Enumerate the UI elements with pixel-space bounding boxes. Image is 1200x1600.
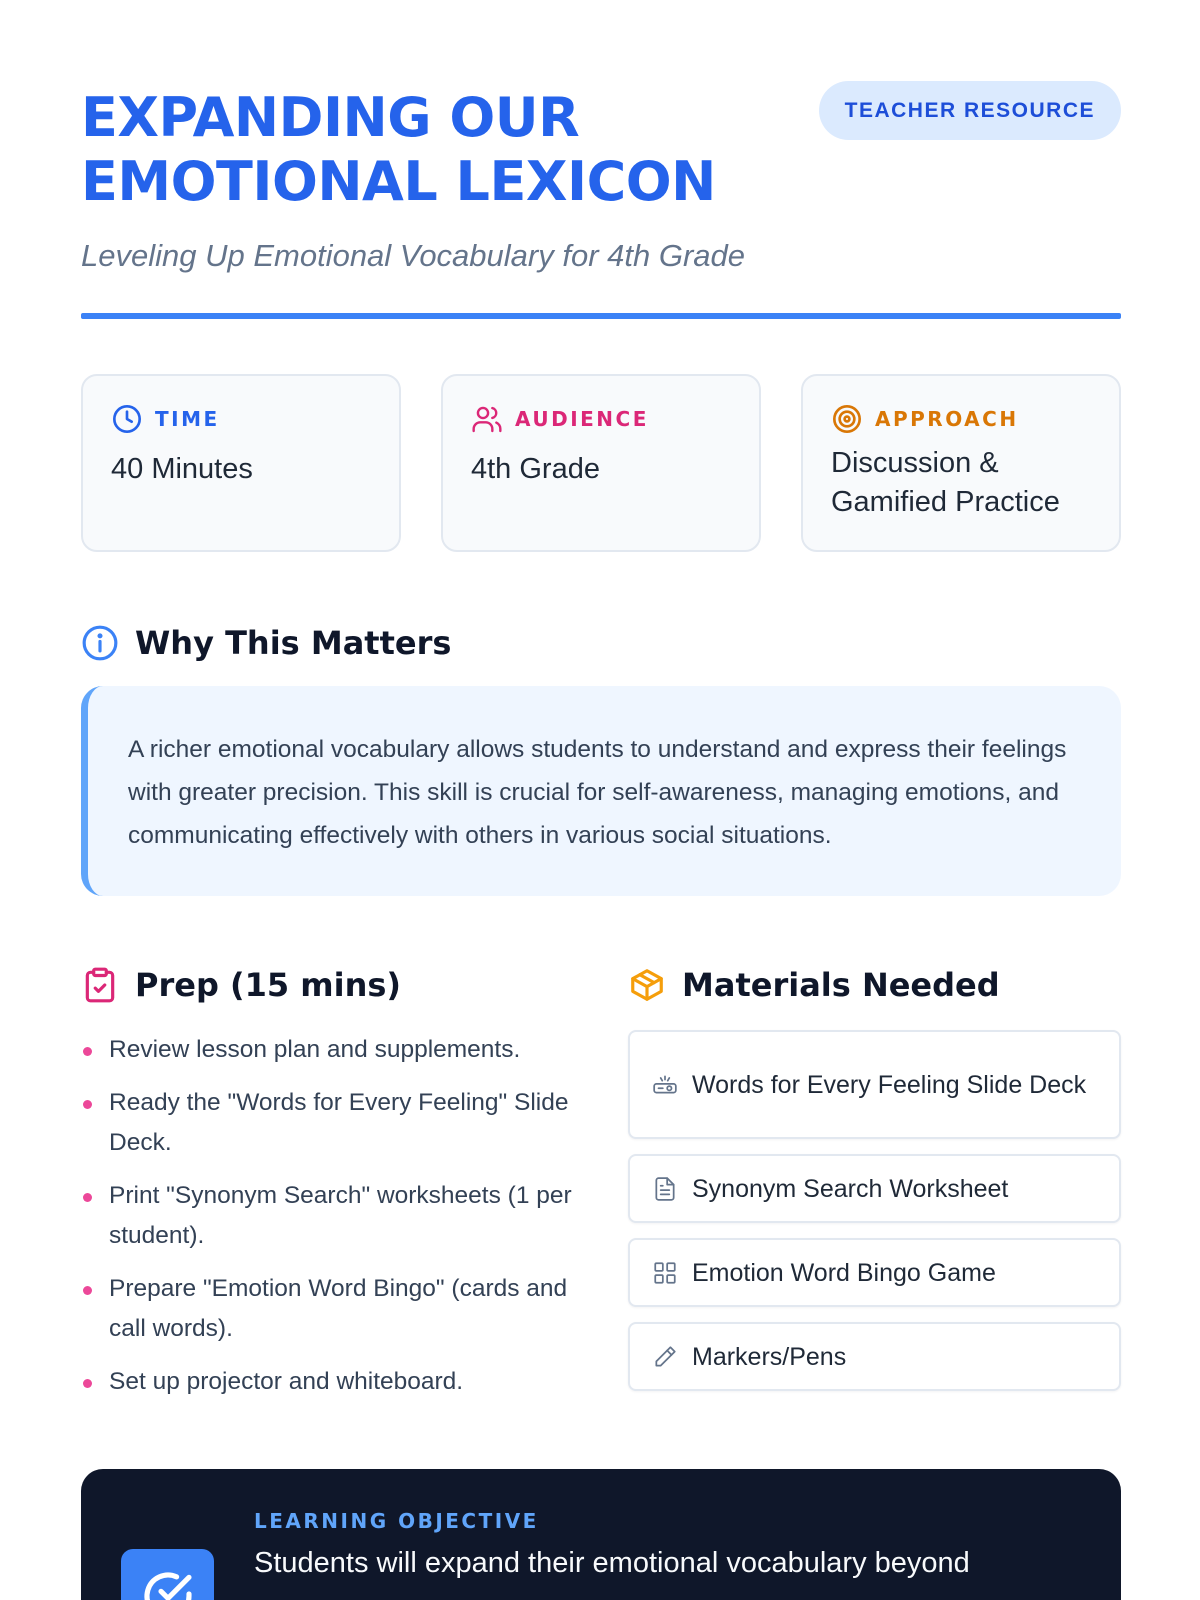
material-label: Synonym Search Worksheet xyxy=(692,1174,1009,1203)
prep-item: Prepare "Emotion Word Bingo" (cards and call words). xyxy=(81,1269,581,1349)
materials-section xyxy=(628,966,1121,1406)
lesson-page xyxy=(81,0,1121,1579)
page-header xyxy=(81,0,1121,322)
page-title: EXPANDING OUR EMOTIONAL LEXICON xyxy=(81,86,716,213)
prep-section xyxy=(81,966,581,1415)
time-label: TIME xyxy=(155,407,220,431)
teacher-resource-badge: TEACHER RESOURCE xyxy=(819,81,1121,140)
approach-value: Discussion & Gamified Practice xyxy=(831,447,1060,518)
why-heading xyxy=(81,624,451,662)
check-badge-icon xyxy=(140,1568,196,1600)
materials-title: Materials Needed xyxy=(682,966,1000,1004)
material-label: Markers/Pens xyxy=(692,1342,847,1371)
projector-icon xyxy=(652,1072,678,1098)
document-icon xyxy=(652,1176,678,1202)
material-item xyxy=(628,1030,1121,1139)
why-callout xyxy=(81,686,1121,896)
prep-item: Print "Synonym Search" worksheets (1 per student). xyxy=(81,1176,581,1256)
users-icon xyxy=(471,403,503,435)
approach-label: APPROACH xyxy=(875,407,1019,431)
materials-list xyxy=(628,1030,1121,1391)
material-item xyxy=(628,1238,1121,1307)
audience-label: AUDIENCE xyxy=(515,407,649,431)
clock-icon xyxy=(111,403,143,435)
box-icon xyxy=(628,966,666,1004)
objective-icon-tile xyxy=(121,1549,214,1600)
time-card xyxy=(81,374,401,552)
prep-item: Ready the "Words for Every Feeling" Slide Deck. xyxy=(81,1083,581,1163)
objective-label: LEARNING OBJECTIVE xyxy=(254,1509,539,1533)
learning-objective-panel xyxy=(81,1469,1121,1600)
material-label: Emotion Word Bingo Game xyxy=(692,1258,996,1287)
info-cards xyxy=(81,374,1121,552)
why-title: Why This Matters xyxy=(135,624,452,662)
page-subtitle: Leveling Up Emotional Vocabulary for 4th Grade xyxy=(81,238,746,273)
why-text: A richer emotional vocabulary allows students to understand and express their feelings with greater precision. This skill is crucial for self-awareness, managing emotions, and communicating effectively with others in various social situations. xyxy=(128,736,1067,849)
prep-item: Review lesson plan and supplements. xyxy=(81,1030,581,1070)
prep-item: Set up projector and whiteboard. xyxy=(81,1362,581,1402)
clipboard-check-icon xyxy=(81,966,119,1004)
pencil-icon xyxy=(652,1344,678,1370)
material-label: Words for Every Feeling Slide Deck xyxy=(692,1070,1087,1099)
audience-value: 4th Grade xyxy=(471,453,600,485)
audience-card xyxy=(441,374,761,552)
prep-list xyxy=(81,1030,581,1402)
grid-icon xyxy=(652,1260,678,1286)
approach-card xyxy=(801,374,1121,552)
header-divider xyxy=(81,313,1121,319)
info-icon xyxy=(81,624,119,662)
material-item xyxy=(628,1154,1121,1223)
objective-text: Students will expand their emotional vocabulary beyond xyxy=(254,1547,970,1579)
target-icon xyxy=(831,403,863,435)
time-value: 40 Minutes xyxy=(111,453,253,485)
prep-title: Prep (15 mins) xyxy=(135,966,402,1004)
material-item xyxy=(628,1322,1121,1391)
